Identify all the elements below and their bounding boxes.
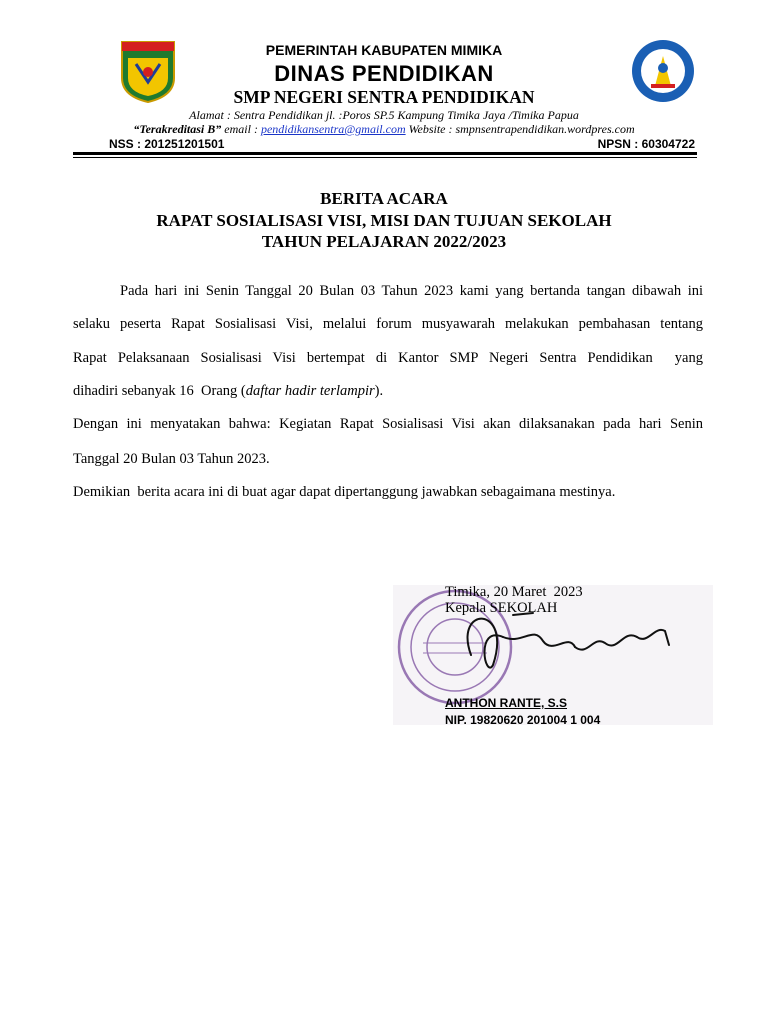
place-and-date: Timika, 20 Maret 2023 xyxy=(445,584,583,600)
body-line-4 xyxy=(73,383,703,400)
accreditation-label: “Terakreditasi B” xyxy=(133,122,222,136)
email-link[interactable]: pendidikansentra@gmail.com xyxy=(260,122,406,136)
department-name: DINAS PENDIDIKAN xyxy=(274,61,494,86)
school-address: Alamat : Sentra Pendidikan jl. :Poros SP.5 Kampung Timika Jaya /Timika Papua xyxy=(189,108,579,122)
closing-statement: Demikian berita acara ini di buat agar dapat dipertanggung jawabkan sebagaimana mestinya. xyxy=(73,484,616,500)
body-line-3: Rapat Pelaksanaan Sosialisasi Visi bertempat di Kantor SMP Negeri Sentra Pendidikan yang xyxy=(73,350,703,366)
government-name: PEMERINTAH KABUPATEN MIMIKA xyxy=(265,42,503,58)
signer-nip: NIP. 19820620 201004 1 004 xyxy=(445,713,601,727)
document-subtitle: RAPAT SOSIALISASI VISI, MISI DAN TUJUAN SEKOLAH xyxy=(156,211,612,230)
signer-position: Kepala SEKOLAH xyxy=(445,600,558,616)
email-prefix: email : xyxy=(221,122,261,136)
letterhead-divider-thick xyxy=(73,152,697,155)
body-line-1: Pada hari ini Senin Tanggal 20 Bulan 03 Tahun 2023 kami yang bertanda tangan dibawah ini xyxy=(120,283,703,299)
website-text: Website : smpnsentrapendidikan.wordpres.com xyxy=(405,122,635,136)
letterhead-divider-thin xyxy=(73,157,697,158)
attendance-text: dihadiri sebanyak 16 Orang ( xyxy=(73,383,246,399)
attendance-close: ). xyxy=(374,383,384,399)
school-name: SMP NEGERI SENTRA PENDIDIKAN xyxy=(233,87,535,107)
contact-line xyxy=(0,122,768,137)
body-line-5: Dengan ini menyatakan bahwa: Kegiatan Rapat Sosialisasi Visi akan dilaksanakan pada hari Senin xyxy=(73,416,703,432)
body-line-2: selaku peserta Rapat Sosialisasi Visi, melalui forum musyawarah melakukan pembahasan tentang xyxy=(73,316,703,332)
attendance-note: daftar hadir terlampir xyxy=(245,383,375,399)
document-title: BERITA ACARA xyxy=(320,189,448,208)
academic-year: TAHUN PELAJARAN 2022/2023 xyxy=(261,232,507,251)
nss-number: NSS : 201251201501 xyxy=(109,137,225,151)
signer-name: ANTHON RANTE, S.S xyxy=(445,696,568,710)
npsn-number: NPSN : 60304722 xyxy=(597,137,695,151)
body-line-6: Tanggal 20 Bulan 03 Tahun 2023. xyxy=(73,451,270,467)
